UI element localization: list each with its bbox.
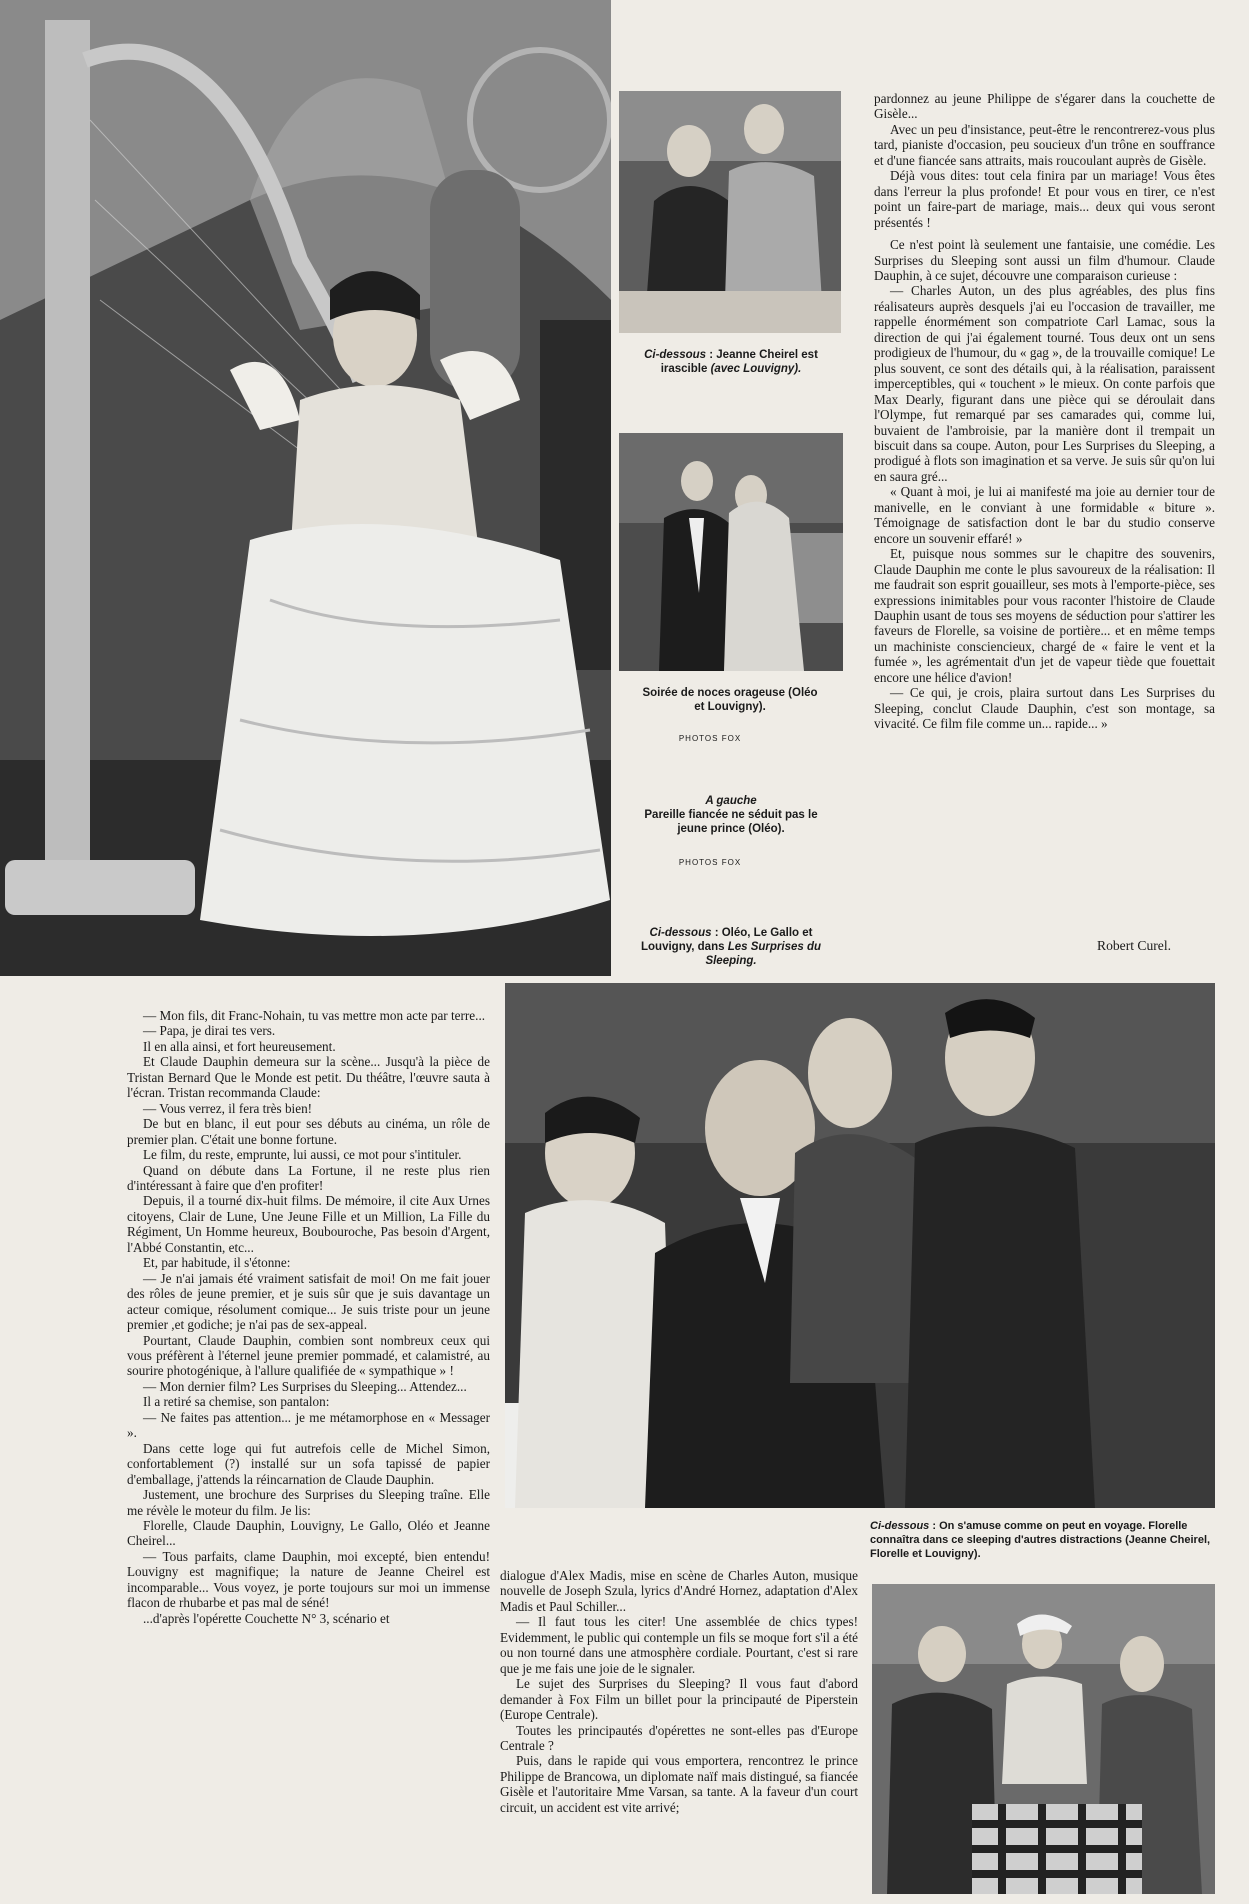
paragraph: dialogue d'Alex Madis, mise en scène de Charles Auton, musique nouvelle de Joseph Szula, lyrics d'André Hornez, adaptation d'Alex Madis et Paul Schiller... [500,1568,858,1614]
author-signature: Robert Curel. [1097,938,1171,953]
paragraph: Le sujet des Surprises du Sleeping? Il vous faut d'abord demander à Fox Film un billet pour la principauté de Piperstein (Europe Centrale). [500,1676,858,1723]
paragraph: — Papa, je dirai tes vers. [143,1023,276,1039]
paragraph: — Je n'ai jamais été vraiment satisfait de moi! On me fait jouer des rôles de jeune premier, et je suis sûr que je suis davantage un acteur comique, résolument comique... Je suis triste pour un jeune premier ,et godiche; je n'ai pas de sex-appeal. [127,1270,490,1333]
compartment-photo [872,1584,1215,1894]
middle-text-column [500,1568,858,1815]
paragraph: Il a retiré sa chemise, son pantalon: [143,1394,330,1410]
paragraph: — Ce qui, je crois, plaira surtout dans Les Surprises du Sleeping, conclut Claude Dauphin, c'est son montage, sa vivacité. Ce film file comme un... rapide... » [874,685,1215,732]
paragraph: Quand on débute dans La Fortune, il ne reste plus rien d'intéressant à faire que d'en profiter! [127,1162,490,1193]
paragraph: Justement, une brochure des Surprises du Sleeping traîne. Elle me révèle le moteur du film. Je lis: [127,1487,490,1518]
cheirel-louvigny-photo [619,91,841,333]
paragraph: Le film, du reste, emprunte, lui aussi, ce mot pour s'intituler. [143,1147,462,1163]
paragraph: — Vous verrez, il fera très bien! [143,1100,313,1116]
paragraph: — Il faut tous les citer! Une assemblée de chics types! Evidemment, le public qui contemple un fils se moque fort s'il a été ou non tourné dans une atmosphère cordiale. Pourtant, c'est si rare que je me fais une joie de le signaler. [500,1614,858,1676]
paragraph: — Mon fils, dit Franc-Nohain, tu vas mettre mon acte par terre... [143,1008,486,1023]
paragraph: Et, par habitude, il s'étonne: [143,1255,291,1271]
paragraph: Ce n'est point là seulement une fantaisie, une comédie. Les Surprises du Sleeping sont aussi un film d'humour. Claude Dauphin, à ce sujet, découvre une comparaison curieuse : [874,237,1215,283]
photo-credit-2: PHOTOS FOX [678,858,742,867]
caption-cheirel: Ci-dessous : Jeanne Cheirel est irascible (avec Louvigny). [644,349,818,375]
group-photo [505,983,1215,1508]
paragraph: Depuis, il a tourné dix-huit films. De mémoire, il cite Aux Urnes citoyens, Clair de Lune, Une Jeune Fille et un Million, La Fille du Régiment, Un Homme heureux, Boubouroche, Pas besoin d'Argent, l'Abbé Constantin, etc... [127,1193,490,1255]
paragraph: — Ne faites pas attention... je me métamorphose en « Messager ». [127,1409,490,1441]
paragraph: Puis, dans le rapide qui vous emportera, rencontrez le prince Philippe de Brancowa, un diplomate naïf mais distingué, sa fiancée Gisèle et l'autoritaire Mme Varsan, sa tante. A la faveur d'un court circuit, un accident est vite arrivé; [500,1753,858,1815]
paragraph: Et Claude Dauphin demeura sur la scène... Jusqu'à la pièce de Tristan Bernard Que le Monde est petit. Du théâtre, l'œuvre sauta à l'écran. Tristan recommanda Claude: [127,1054,490,1101]
harpist-photo [0,0,611,976]
paragraph: « Quant à moi, je lui ai manifesté ma joie au dernier tour de manivelle, en le conviant à une formidable « biture ». Témoignage de satisfaction dont le bar du studio conserve encore un souvenir effaré! » [874,484,1215,546]
paragraph: Déjà vous dites: tout cela finira par un mariage! Vous êtes dans l'erreur la plus profonde! Et pour vous en tirer, ce n'est point un faire-part de mariage, mais... deux qui vous seront présentés ! [874,168,1215,230]
photo-credit-1: PHOTOS FOX [678,734,742,743]
paragraph: Dans cette loge qui fut autrefois celle de Michel Simon, confortablement (?) installé sur un sofa tapissé de papier d'emballage, j'attends la réincarnation de Claude Dauphin. [127,1440,490,1487]
paragraph: Avec un peu d'insistance, peut-être le rencontrerez-vous plus tard, pianiste d'occasion, peu soucieux d'un trône en souffrance et d'une fiancée sans attraits, mais roucoulant auprès de Gisèle. [874,121,1215,168]
paragraph: pardonnez au jeune Philippe de s'égarer dans la couchette de Gisèle... [874,91,1215,122]
caption-wedding: Soirée de noces orageuse (Oléo et Louvigny). [642,687,818,713]
caption-left-photo: A gauche Pareille fiancée ne séduit pas le jeune prince (Oléo). [644,795,818,835]
paragraph: Il en alla ainsi, et fort heureusement. [143,1038,336,1054]
paragraph: Et, puisque nous sommes sur le chapitre des souvenirs, Claude Dauphin me conte le plus savoureux de la réalisation: Il me faudrait son esprit gouailleur, ses mots à l'emporte-pièce, ses expressions inimitables pour vous raconter l'histoire de Claude Dauphin usant de tous ses moyens de séduction pour s'attirer les faveurs de Florelle, sa voisine de portière... et en même temps un machiniste consciencieux, chargé de « faire le vent et la fumée », les agrémentait d'un jet de vapeur tiède que fouettait encore une hélice d'avion! [874,546,1215,685]
wedding-night-photo [619,433,843,671]
right-text-column [874,91,1215,732]
paragraph: Toutes les principautés d'opérettes ne sont-elles pas d'Europe Centrale ? [500,1722,858,1753]
paragraph: — Tous parfaits, clame Dauphin, moi excepté, bien entendu! Louvigny est magnifique; la nature de Jeanne Cheirel est incomparable... Vous voyez, je porte toujours sur moi un immense flacon de rhubarbe et pas mal de séné! [127,1548,490,1611]
left-text-column [127,1008,490,1626]
paragraph: — Mon dernier film? Les Surprises du Sleeping... Attendez... [143,1378,467,1394]
caption-group: Ci-dessous : Oléo, Le Gallo et Louvigny, dans Les Surprises du Sleeping. [641,927,821,967]
paragraph: Pourtant, Claude Dauphin, combien sont nombreux ceux qui vous préfèrent à l'éternel jeune premier pommadé, et calamistré, au sourire photogénique, à l'allure qualifiée de « sympathique » ! [127,1332,490,1379]
paragraph: — Charles Auton, un des plus agréables, des plus fins réalisateurs auprès desquels j'ai eu l'occasion de travailler, me rappelle énormément son compatriote Carl Lamac, sous la direction de qui j'ai également tourné. Tous deux ont un sens prodigieux de l'humour, du « gag », de la trouvaille comique! Le plus souvent, ce sont des détails qui, à la réalisation, paraissent imperceptibles, qui « touchent » le mieux. On conte parfois que Max Dearly, figurant dans une pièce qui se déroulait dans l'Olympe, fut remarqué par ses camarades qui, comme lui, buvaient de l'ambroisie, par la manière dont il trempait un biscuit dans sa coupe. Auton, pour Les Surprises du Sleeping, a prodigué à flots son imagination et sa verve. Je suis sûr qu'on lui en saura gré... [874,283,1215,484]
paragraph: De but en blanc, il eut pour ses débuts au cinéma, un rôle de premier plan. C'était une bonne fortune. [127,1116,490,1147]
paragraph: Florelle, Claude Dauphin, Louvigny, Le Gallo, Oléo et Jeanne Cheirel... [127,1517,490,1549]
caption-compartment: Ci-dessous : On s'amuse comme on peut en voyage. Florelle connaîtra dans ce sleeping d'autres distractions (Jeanne Cheirel, Florelle et Louvigny). [870,1520,1211,1560]
paragraph: ...d'après l'opérette Couchette N° 3, scénario et [143,1610,390,1626]
